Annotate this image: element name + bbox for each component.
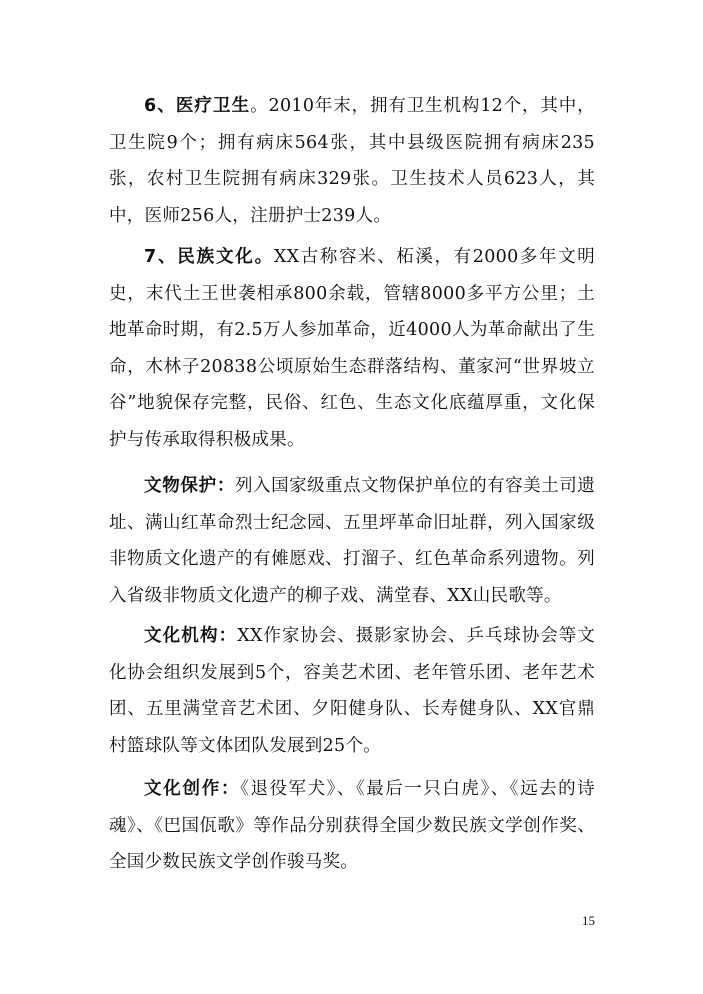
paragraph-heading: 文物保护： [144,476,236,496]
page-number: 15 [582,913,595,928]
paragraph-cultural-creation [109,771,595,881]
paragraph-cultural-institutions [109,618,595,764]
paragraph-body: 《退役军犬》、《最后一只白虎》、《远去的诗魂》、《巴国佤歌》等作品分别获得全国少数民族文学创作奖、全国少数民族文学创作骏马奖。 [109,779,595,873]
paragraph-body: 列入国家级重点文物保护单位的有容美土司遗址、满山红革命烈士纪念园、五里坪革命旧址群，列入国家级非物质文化遗产的有傩愿戏、打溜子、红色革命系列遗物。列入省级非物质文化遗产的柳子戏、满堂春、XX山民歌等。 [109,476,596,606]
paragraph-cultural-relic-protection [109,468,595,614]
paragraph-body: 。2010年末，拥有卫生机构12个，其中，卫生院9个；拥有病床564张，其中县级医院拥有病床235张，农村卫生院拥有病床329张。卫生技术人员623人，其中，医师256人，注册护士239人。 [109,96,595,226]
paragraph-heading: 文化机构： [144,626,238,646]
paragraph-body: XX古称容米、柘溪，有2000多年文明史，末代土王世袭相承800余载，管辖8000多平方公里；土地革命时期，有2.5万人参加革命，近4000人为革命献出了生命，木林子20838公顷原始生态群落结构、董家河“世界坡立谷”地貌保存完整，民俗、红色、生态文化底蕴厚重，文化保护与传承取得积极成果。 [109,247,595,450]
paragraph-body: XX作家协会、摄影家协会、乒乓球协会等文化协会组织发展到5个，容美艺术团、老年管乐团、老年艺术团、五里满堂音艺术团、夕阳健身队、长寿健身队、XX官鼎村篮球队等文体团队发展到25个。 [109,626,595,756]
paragraph-heading: 6、医疗卫生 [144,96,251,116]
paragraph-heading: 文化创作： [144,779,241,799]
paragraph-heading: 7、民族文化。 [144,247,274,267]
paragraph-medical-health [109,88,595,234]
paragraph-ethnic-culture [109,239,595,459]
